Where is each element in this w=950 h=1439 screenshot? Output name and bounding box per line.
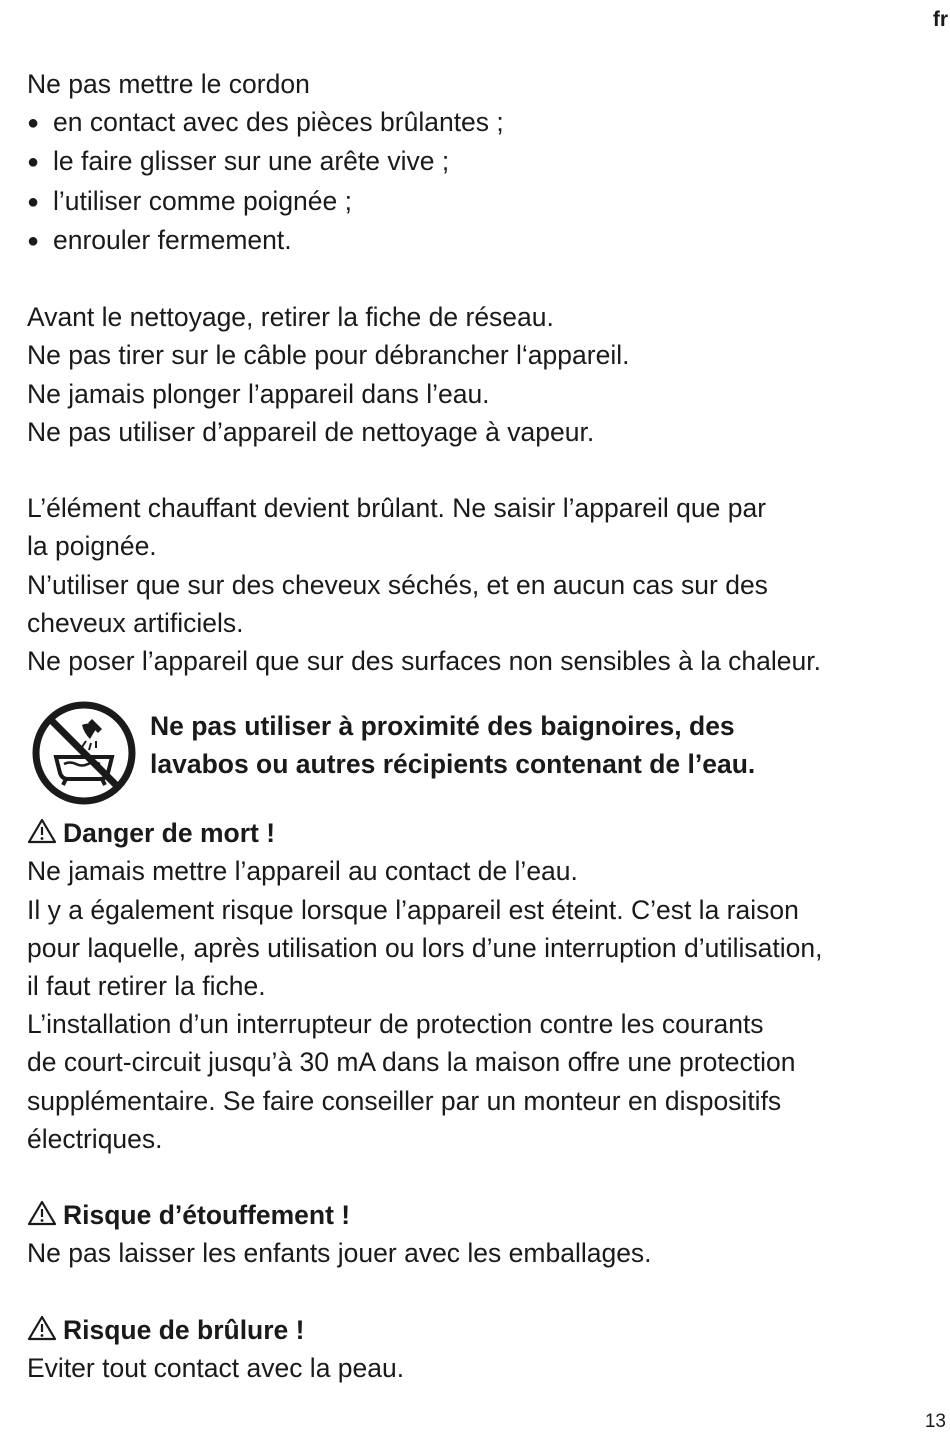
- list-item: ● en contact avec des pièces brûlantes ;: [27, 103, 947, 142]
- danger-line: de court-circuit jusqu’à 30 mA dans la maison offre une protection: [27, 1047, 796, 1078]
- heat-line: N’utiliser que sur des cheveux séchés, et en aucun cas sur des: [27, 569, 768, 600]
- page-number: 13: [924, 1411, 946, 1432]
- danger-line: Ne jamais mettre l’appareil au contact de l’eau.: [27, 856, 578, 887]
- cleaning-section: [27, 298, 947, 451]
- burn-section: [27, 1311, 947, 1387]
- danger-line: supplémentaire. Se faire conseiller par un monteur en dispositifs: [27, 1085, 782, 1116]
- bullet-icon: ●: [27, 229, 40, 252]
- suffocation-line: Ne pas laisser les enfants jouer avec les emballages.: [27, 1238, 652, 1269]
- danger-line: électriques.: [27, 1123, 163, 1154]
- burn-title: Risque de brûlure !: [27, 1311, 947, 1349]
- suffocation-title: Risque d’étouffement !: [27, 1196, 947, 1234]
- warning-triangle-icon: [27, 1200, 57, 1226]
- suffocation-section: [27, 1196, 947, 1272]
- heat-line: Ne poser l’appareil que sur des surfaces non sensibles à la chaleur.: [27, 646, 821, 677]
- list-item: ● le faire glisser sur une arête vive ;: [27, 142, 947, 181]
- water-warning: [27, 699, 947, 814]
- heat-line: cheveux artificiels.: [27, 607, 244, 638]
- cleaning-line: Ne pas tirer sur le câble pour débrancher l‘appareil.: [27, 340, 630, 371]
- danger-line: il faut retirer la fiche.: [27, 971, 266, 1002]
- list-item: ● enrouler fermement.: [27, 221, 947, 260]
- heat-line: L’élément chauffant devient brûlant. Ne saisir l’appareil que par: [27, 493, 767, 524]
- cleaning-line: Ne pas utiliser d’appareil de nettoyage à vapeur.: [27, 416, 595, 447]
- water-warning-line: lavabos ou autres récipients contenant de l’eau.: [150, 749, 756, 780]
- cleaning-line: Avant le nettoyage, retirer la fiche de réseau.: [27, 302, 554, 333]
- burn-line: Eviter tout contact avec la peau.: [27, 1353, 405, 1384]
- water-warning-line: Ne pas utiliser à proximité des baignoires, des: [150, 711, 735, 742]
- danger-section: [27, 814, 947, 1158]
- bullet-icon: ●: [27, 190, 40, 213]
- danger-title: Danger de mort !: [27, 814, 947, 852]
- danger-line: Il y a également risque lorsque l’appareil est éteint. C’est la raison: [27, 894, 799, 925]
- cord-section: [27, 65, 947, 260]
- list-item: ● l’utiliser comme poignée ;: [27, 182, 947, 221]
- heat-section: [27, 489, 947, 680]
- danger-line: L’installation d’un interrupteur de protection contre les courants: [27, 1009, 764, 1040]
- cleaning-line: Ne jamais plonger l’appareil dans l’eau.: [27, 378, 490, 409]
- warning-triangle-icon: [27, 1315, 57, 1341]
- safety-instructions: [27, 65, 947, 1387]
- heat-line: la poignée.: [27, 531, 157, 562]
- water-warning-text: [150, 707, 755, 783]
- bullet-icon: ●: [27, 112, 40, 135]
- language-code: fr: [932, 8, 948, 31]
- cord-intro: Ne pas mettre le cordon: [27, 69, 310, 99]
- no-bath-icon: [30, 699, 138, 807]
- warning-triangle-icon: [27, 818, 57, 844]
- bullet-icon: ●: [27, 151, 40, 174]
- danger-line: pour laquelle, après utilisation ou lors d’une interruption d’utilisation,: [27, 932, 823, 963]
